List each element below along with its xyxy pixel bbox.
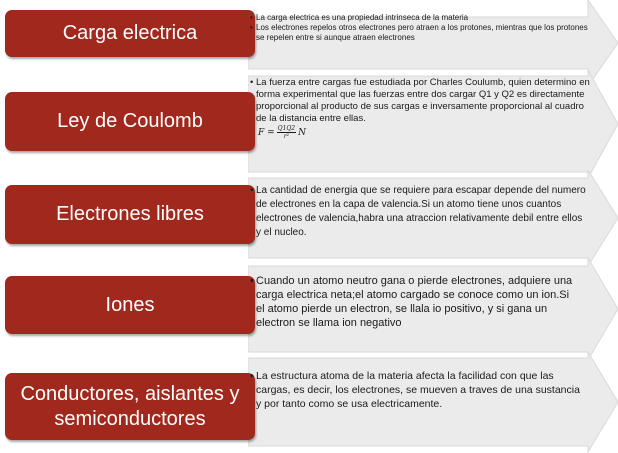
row-conductores	[0, 352, 618, 453]
formula-unit: N	[298, 127, 307, 138]
label-text: Conductores, aislantes y semiconductores	[20, 382, 240, 430]
label-carga-electrica	[5, 10, 255, 57]
bullet-item	[250, 77, 595, 140]
label-ley-de-coulomb	[5, 92, 255, 151]
bullet-list	[250, 13, 595, 43]
bullet-item: • Cuando un atomo neutro gana o pierde electrones, adquiere una carga electrica neta;el atomo cargado se conoce como un ion.Si el atomo pierde un electron, se llala io positivo, y si gana un electron se llama ion negativo	[250, 274, 580, 330]
formula-fraction	[277, 125, 296, 140]
row-ley-de-coulomb	[0, 70, 618, 178]
coulomb-formula	[258, 125, 306, 140]
formula-lhs: F =	[258, 127, 275, 138]
label-text: Carga electrica	[62, 22, 198, 44]
label-conductores	[5, 373, 255, 440]
bullet-list	[250, 77, 595, 140]
formula-numerator: Q1Q2	[277, 125, 296, 132]
label-iones	[5, 276, 255, 334]
label-text: Electrones libres	[56, 203, 204, 225]
bullet-item: • La estructura atoma de la materia afecta la facilidad con que las cargas, es decir, los electrones, se mueven a traves de una sustancia y por tanto como se usa electricamente.	[250, 369, 580, 411]
bullet-item: • La carga electrica es una propiedad intrinseca de la materia	[250, 13, 595, 23]
bullet-list	[250, 184, 590, 240]
bullet-text: La fuerza entre cargas fue estudiada por Charles Coulumb, quien determino en forma experimental que las fuerzas entre dos cargar Q1 y Q2 es directamente proporcional al producto de sus cargas e inversamente proporcional al cuadro de la distancia entre ellas.	[256, 77, 590, 124]
label-text: Iones	[105, 293, 155, 316]
label-text: Ley de Coulomb	[57, 110, 203, 132]
bullet-list	[250, 369, 580, 411]
bullet-item: • Los electrones repelos otros electrones pero atraen a los protones, mientras que los protones se repelen entre si aunque atraen electrones	[250, 23, 595, 43]
bullet-list	[250, 274, 580, 330]
row-iones	[0, 258, 618, 360]
formula-denominator: r²	[283, 133, 290, 140]
label-electrones-libres	[5, 185, 255, 244]
bullet-item: • La cantidad de energia que se requiere para escapar depende del numero de electrones en la capa de valencia.Si un atomo tiene unos cuantos electrones de valencia,habra una atraccion relativamente debil entre ellos y el nucleo.	[250, 184, 590, 240]
row-electrones-libres	[0, 170, 618, 266]
